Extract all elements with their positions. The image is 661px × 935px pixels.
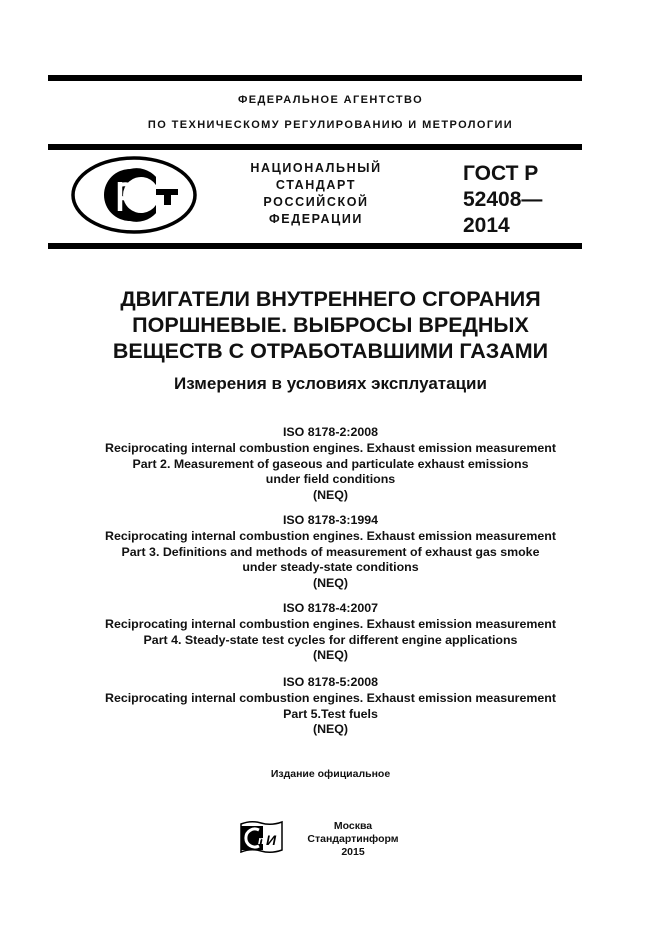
- iso-equivalence: (NEQ): [312, 488, 349, 503]
- iso-title-line: Part 5.Test fuels: [283, 706, 378, 721]
- designation-line: 2014: [463, 214, 510, 237]
- iso-title-line: under steady-state conditions: [242, 560, 419, 575]
- document-subtitle: Измерения в условиях эксплуатации: [174, 374, 487, 393]
- middle-rule: [48, 144, 582, 150]
- iso-title-line: Part 4. Steady-state test cycles for different engine applications: [143, 632, 518, 647]
- iso-title-line: Reciprocating internal combustion engines. Exhaust emission measurement: [105, 528, 556, 543]
- iso-title-line: Part 2. Measurement of gaseous and particulate exhaust emissions: [132, 456, 529, 471]
- iso-title-line: under field conditions: [265, 472, 396, 487]
- iso-title-line: Reciprocating internal combustion engines. Exhaust emission measurement: [105, 616, 556, 631]
- publisher-info: [298, 820, 408, 859]
- rst-logo-icon: [70, 155, 198, 235]
- top-rule: [48, 75, 582, 81]
- iso-title-line: Part 3. Definitions and methods of measurement of exhaust gas smoke: [121, 544, 540, 559]
- iso-code: ISO 8178-5:2008: [282, 675, 379, 689]
- iso-title-line: Reciprocating internal combustion engines. Exhaust emission measurement: [105, 690, 556, 705]
- iso-equivalence: (NEQ): [312, 722, 349, 737]
- national-standard-line: СТАНДАРТ: [275, 178, 357, 192]
- national-standard-label: [232, 160, 400, 228]
- standartinform-logo-icon: [239, 820, 284, 854]
- publisher-year: 2015: [341, 846, 365, 858]
- bottom-rule: [48, 243, 582, 249]
- document-title: [0, 286, 661, 364]
- iso-reference: [0, 425, 661, 504]
- publisher-name: Стандартинформ: [307, 833, 399, 845]
- agency-line-1: ФЕДЕРАЛЬНОЕ АГЕНТСТВО: [237, 94, 424, 106]
- iso-reference: [0, 513, 661, 592]
- svg-text:т: т: [258, 835, 268, 847]
- iso-equivalence: (NEQ): [312, 648, 349, 663]
- designation-line: 52408—: [463, 188, 543, 211]
- designation-line: ГОСТ Р: [463, 162, 539, 185]
- iso-code: ISO 8178-3:1994: [282, 513, 379, 527]
- standard-designation: [463, 161, 542, 239]
- title-line: ВЕЩЕСТВ С ОТРАБОТАВШИМИ ГАЗАМИ: [112, 339, 549, 363]
- title-line: ДВИГАТЕЛИ ВНУТРЕННЕГО СГОРАНИЯ: [120, 287, 541, 311]
- iso-title-line: Reciprocating internal combustion engines. Exhaust emission measurement: [105, 440, 556, 455]
- title-line: ПОРШНЕВЫЕ. ВЫБРОСЫ ВРЕДНЫХ: [132, 313, 529, 337]
- iso-equivalence: (NEQ): [312, 576, 349, 591]
- agency-line-2: ПО ТЕХНИЧЕСКОМУ РЕГУЛИРОВАНИЮ И МЕТРОЛОГИИ: [147, 119, 514, 131]
- publisher-city: Москва: [333, 820, 373, 832]
- national-standard-line: НАЦИОНАЛЬНЫЙ: [250, 161, 382, 175]
- edition-label: Издание официальное: [270, 768, 391, 780]
- iso-code: ISO 8178-4:2007: [282, 601, 379, 615]
- national-standard-line: РОССИЙСКОЙ: [263, 195, 369, 209]
- iso-reference: [0, 601, 661, 664]
- svg-text:И: И: [266, 832, 277, 848]
- national-standard-line: ФЕДЕРАЦИИ: [268, 212, 363, 226]
- iso-reference: [0, 675, 661, 738]
- iso-code: ISO 8178-2:2008: [282, 425, 379, 439]
